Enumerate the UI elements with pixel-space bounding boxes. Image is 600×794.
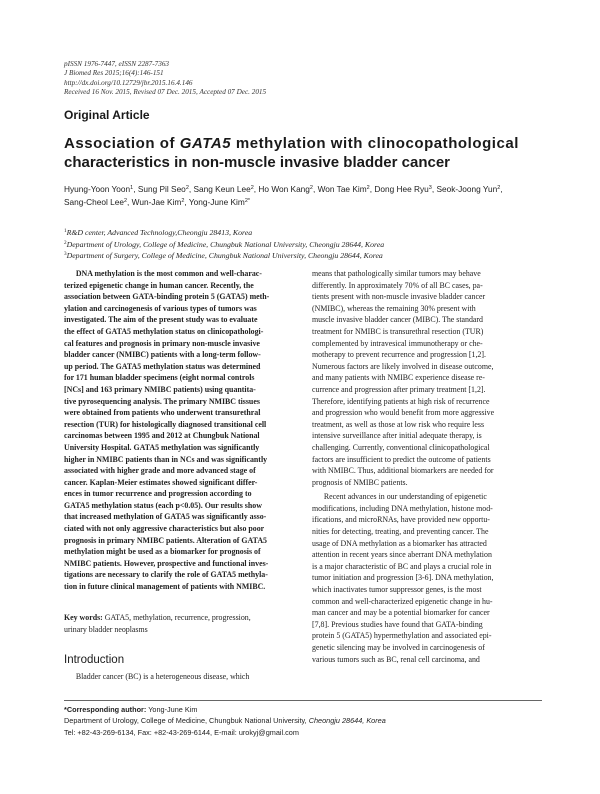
authors-line-2: Sang-Cheol Lee$^2$, Wun-Jae Kim$^2$, Yong-June Kim$^{2*}$: [64, 196, 251, 207]
body-line: motherapy to prevent recurrence and progression [1,2].: [312, 350, 486, 360]
author-affiliation-mark: 2: [366, 185, 370, 191]
abstract-line: ences in tumor recurrence and progression according to: [64, 489, 252, 499]
body-line: complemented by intravesical immunotherapy or che-: [312, 338, 483, 348]
introduction-heading: Introduction: [64, 654, 125, 666]
abstract-line: carcinomas between 1995 and 2012 at Chungbuk National: [64, 431, 260, 441]
title-line-1: [64, 134, 544, 153]
author-name: Dong Hee Ryu: [374, 184, 429, 194]
body-line: prognosis of NMIBC patients.: [312, 477, 408, 487]
abstract-line: up period. The GATA5 methylation status was determined: [64, 361, 261, 371]
author-affiliation-mark: 1: [130, 185, 134, 191]
body-line: genetic silencing may be involved in carcinogenesis of: [312, 643, 485, 652]
body-line: intensive surveillance after initial adequate therapy, is: [312, 431, 482, 441]
keywords-label: Key words:: [64, 613, 103, 622]
author-affiliation-mark: 2: [497, 185, 501, 191]
body-line: attention in recent years since aberrant DNA methylation: [312, 550, 492, 560]
author-name: Hyung-Yoon Yoon: [64, 184, 131, 194]
body-paragraph-2: [312, 491, 538, 665]
author-name: Ho Won Kang: [258, 184, 310, 194]
authors-line-1: Hyung-Yoon Yoon$^1$, Sung Pil Seo$^2$, Sang Keun Lee$^2$, Ho Won Kang$^2$, Won Tae Kim$^2$, Dong Hee Ryu$^3$, Seok-Joong Yun$^2$,: [64, 184, 503, 194]
keywords: [64, 612, 288, 635]
body-line: Recent advances in our understanding of epigenetic: [312, 492, 487, 502]
author-affiliation-mark: 2: [181, 197, 185, 204]
abstract-line: tive pyrosequencing analysis. The primary NMIBC tissues: [64, 396, 260, 406]
affiliations: [64, 227, 544, 262]
abstract-line: the effect of GATA5 methylation status on clinicopathologi-: [64, 326, 264, 336]
abstract-line: DNA methylation is the most common and well-charac-: [64, 269, 262, 278]
article-dates: Received 16 Nov. 2015, Revised 07 Dec. 2015, Accepted 07 Dec. 2015: [64, 88, 267, 97]
body-line: treatment, as well as those at low risk who require less: [312, 419, 485, 429]
author-name: Sang-Cheol Lee: [64, 196, 124, 207]
body-paragraph-1: [312, 268, 538, 488]
abstract-line: ciated with not only aggressive characteristics but also poor: [64, 524, 265, 534]
author-name: Sang Keun Lee: [193, 184, 251, 194]
abstract-line: for 171 human bladder specimens (eight normal controls: [64, 373, 255, 383]
body-line: usage of DNA methylation as a biomarker has attracted: [312, 538, 487, 548]
author-affiliation-mark: 2: [309, 185, 313, 191]
abstract-line: resection (TUR) for histologically diagnosed transitional cell: [64, 419, 267, 429]
body-line: ifications, and microRNAs, have provided new opportu-: [312, 515, 490, 525]
abstract-line: bladder cancer (NMIBC) patients with a long-term follow-: [64, 350, 261, 360]
abstract-line: methylation might be used as a biomarker for prognosis of: [64, 547, 261, 557]
journal-metadata: [64, 60, 544, 98]
abstract-line: investigated. The aim of the present study was to evaluate: [64, 315, 258, 325]
abstract-line: were obtained from patients who underwent transurethral: [64, 408, 261, 418]
abstract-line: that increased methylation of GATA5 was significantly asso-: [64, 512, 267, 522]
body-line: is a major characteristic of BC and plays a crucial role in: [312, 561, 492, 571]
abstract-line: higher in NMIBC patients than in NCs and was significantly: [64, 454, 268, 464]
body-line: treatment for NMIBC is transurethral resection (TUR): [312, 326, 484, 336]
body-line: modifications, including DNA methylation, histone mod-: [312, 503, 493, 513]
body-line: tumor initiation and progression [3-6]. DNA methylation,: [312, 573, 494, 583]
abstract-line: prognosis in primary NMIBC patients. Alteration of GATA5: [64, 535, 267, 545]
keywords-line-1: Key words: GATA5, methylation, recurrence, progression,: [64, 613, 251, 622]
title-suffix: methylation with clinocopathological: [231, 135, 520, 152]
author-name: Won Tae Kim: [317, 184, 367, 194]
body-line: [7,8]. Previous studies have found that GATA-binding: [312, 619, 483, 629]
author-affiliation-mark: 3: [428, 185, 432, 191]
abstract-line: tigations are necessary to clarify the role of GATA5 methyla-: [64, 570, 268, 580]
author-name: Wun-Jae Kim: [131, 196, 182, 207]
corresponding-author-footnote: [64, 704, 542, 738]
author-name: Sung Pil Seo: [137, 184, 186, 194]
abstract-line: ylation and carcinogenesis of various types of tumors was: [64, 303, 257, 313]
journal-citation: J Biomed Res 2015;16(4):146-151: [64, 69, 164, 78]
body-line: means that pathologically similar tumors may behave: [312, 269, 481, 278]
body-line: protein 5 (GATA5) hypermethylation and associated epi-: [312, 631, 492, 641]
body-line: (NMIBC), whereas the remaining 30% present with: [312, 303, 476, 313]
abstract-line: association between GATA-binding protein 5 (GATA5) meth-: [64, 292, 270, 302]
body-line: man cancer and may be a potential biomarker for cancer: [312, 608, 490, 618]
abstract-line: cal features and prognosis in primary non-muscle invasive: [64, 338, 260, 348]
abstract-line: cancer. Kaplan-Meier estimates showed significant differ-: [64, 477, 258, 487]
body-line: which inactivates tumor suppressor genes, is the most: [312, 585, 482, 595]
right-column-body: [312, 268, 538, 665]
author-affiliation-mark: 2: [185, 185, 189, 191]
body-line: tients present with non-muscle invasive bladder cancer: [312, 292, 486, 302]
body-line: nities for detecting, treating, and preventing cancer. The: [312, 527, 489, 537]
keywords-line-2: urinary bladder neoplasms: [64, 624, 148, 634]
author-affiliation-mark: 2: [123, 197, 128, 204]
footnote-address: Department of Urology, College of Medicine, Chungbuk National University, Cheongju 28644, Korea: [64, 716, 386, 726]
body-line: common and well-characterized epigenetic change in hu-: [312, 596, 493, 606]
doi-link[interactable]: http://dx.doi.org/10.12729/jbr.2015.16.4.146: [64, 78, 193, 87]
author-name: Yong-June Kim: [188, 196, 245, 207]
body-line: challenging. Currently, conventional clinicopathological: [312, 442, 490, 452]
introduction-line-1: Bladder cancer (BC) is a heterogeneous disease, which: [64, 672, 250, 681]
issn-line: pISSN 1976-7447, eISSN 2287-7363: [64, 60, 170, 68]
footnote-label: *Corresponding author:: [64, 705, 147, 714]
corresponding-author-name: Yong-June Kim: [146, 705, 198, 714]
abstract-line: terized epigenetic change in human cancer. Recently, the: [64, 280, 254, 290]
body-line: Therefore, identifying patients at high risk of recurrence: [312, 396, 490, 406]
abstract-line: GATA5 methylation status (each p<0.05). Our results show: [64, 500, 262, 510]
body-line: differently. In approximately 70% of all BC cases, pa-: [312, 280, 483, 290]
author-name: Seok-Joong Yun: [436, 184, 498, 194]
introduction-text: [64, 671, 288, 683]
body-line: currence and progression after primary treatment [1,2].: [312, 384, 486, 394]
affiliation-1: $^1$R&D center, Advanced Technology,Cheongju 28413, Korea: [64, 228, 253, 237]
author-affiliation-mark: 2: [250, 185, 254, 191]
footnote-contact[interactable]: Tel: +82-43-269-6134, Fax: +82-43-269-6144, E-mail: urokyj@gmail.com: [64, 727, 299, 737]
title-gene: GATA5: [179, 135, 232, 152]
article-title: [64, 134, 544, 172]
abstract-line: tion in future clinical management of patients with NMIBC.: [64, 582, 266, 592]
author-list: [64, 183, 542, 208]
abstract-line: NMIBC patients. However, prospective and functional inves-: [64, 558, 269, 568]
title-prefix: Association of: [64, 135, 180, 152]
body-line: factors are insufficient to predict the outcome of patients: [312, 454, 491, 464]
body-line: with NMIBC. Thus, additional biomarkers are needed for: [312, 466, 494, 476]
body-line: and many patients with NMIBC experience disease re-: [312, 373, 485, 383]
abstract-line: University Hospital. GATA5 methylation was significantly: [64, 442, 260, 452]
title-line-2: characteristics in non-muscle invasive bladder cancer: [64, 154, 451, 171]
abstract-line: [NCs] and 163 primary NMIBC patients) using quantita-: [64, 384, 256, 394]
abstract: [64, 268, 288, 593]
body-line: muscle invasive bladder cancer (MIBC). The standard: [312, 315, 483, 325]
abstract-line: associated with higher grade and more advanced stage of: [64, 466, 256, 476]
affiliation-3: $^3$Department of Surgery, College of Medicine, Chungbuk National University, Cheongju 28644, Korea: [64, 251, 383, 260]
body-line: and progression who would benefit from more aggressive: [312, 408, 495, 418]
body-line: various tumors such as BC, renal cell carcinoma, and: [312, 654, 480, 664]
affiliation-2: $^2$Department of Urology, College of Medicine, Chungbuk National University, Cheongju 28644, Korea: [64, 239, 385, 249]
article-type: Original Article: [64, 108, 150, 122]
footnote-author-line: [64, 704, 542, 715]
footnote-divider: [64, 700, 542, 701]
body-line: Numerous factors are likely involved in disease outcome,: [312, 361, 494, 371]
author-affiliation-mark: 2*: [244, 197, 251, 204]
